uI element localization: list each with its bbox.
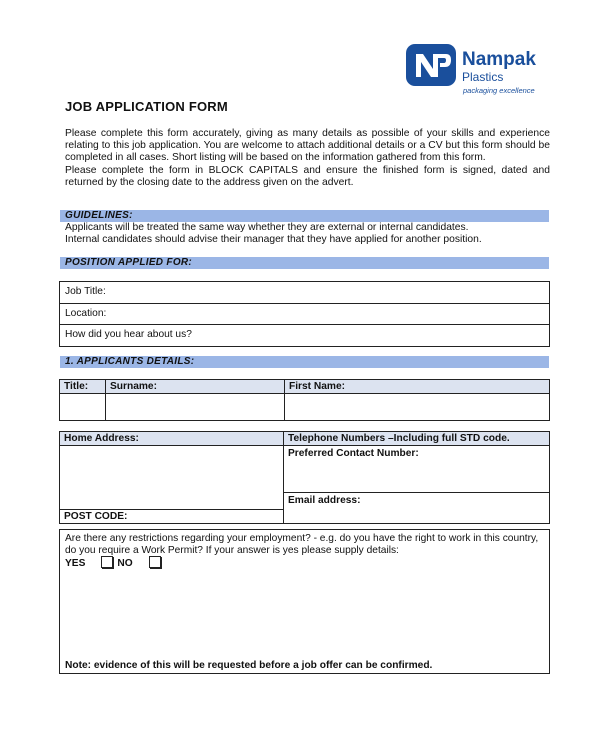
preferred-contact-field[interactable]: Preferred Contact Number: bbox=[284, 446, 550, 493]
surname-label: Surname: bbox=[106, 380, 285, 394]
form-title: JOB APPLICATION FORM bbox=[65, 99, 228, 114]
restrictions-note: Note: evidence of this will be requested before a job offer can be confirmed. bbox=[65, 660, 433, 671]
no-label: NO bbox=[117, 558, 133, 569]
yes-no-options bbox=[65, 556, 165, 569]
guidelines-text bbox=[65, 222, 550, 246]
applicant-details-heading: 1. APPLICANTS DETAILS: bbox=[60, 356, 549, 368]
first-name-label: First Name: bbox=[285, 380, 550, 394]
heard-about-us-field[interactable]: How did you hear about us? bbox=[60, 325, 550, 347]
first-name-field[interactable] bbox=[285, 394, 550, 421]
intro-text bbox=[65, 128, 550, 189]
logo-tagline: packaging excellence bbox=[463, 86, 535, 95]
home-address-field[interactable] bbox=[60, 446, 284, 510]
surname-field[interactable] bbox=[106, 394, 285, 421]
applicant-details-table bbox=[59, 379, 550, 421]
address-table bbox=[59, 431, 550, 524]
guideline-line-1: Applicants will be treated the same way whether they are external or internal candidates. bbox=[65, 222, 469, 233]
restrictions-question: Are there any restrictions regarding your employment? - e.g. do you have the right to work in this country, do you require a Work Permit? If your answer is yes please supply details: bbox=[65, 533, 539, 556]
email-field[interactable]: Email address: bbox=[284, 493, 550, 524]
intro-paragraph-1: Please complete this form accurately, giving as many details as possible of your skills and experience relating to this job application. You are welcome to attach additional details or a CV but this form should be completed in all cases. Short listing will be based on the information gathered from this form. bbox=[65, 128, 550, 164]
position-heading: POSITION APPLIED FOR: bbox=[60, 257, 549, 269]
logo-subname: Plastics bbox=[462, 70, 504, 84]
logo-name: Nampak bbox=[462, 49, 536, 70]
guideline-line-2: Internal candidates should advise their manager that they have applied for another position. bbox=[65, 234, 482, 246]
intro-paragraph-2: Please complete the form in BLOCK CAPITALS and ensure the finished form is signed, dated and returned by the closing date to the address given on the advert. bbox=[65, 164, 550, 188]
location-field[interactable]: Location: bbox=[60, 303, 550, 325]
nampak-logo-icon bbox=[405, 43, 457, 87]
restrictions-box bbox=[59, 529, 550, 674]
position-table bbox=[59, 281, 550, 347]
title-field[interactable] bbox=[60, 394, 106, 421]
yes-label: YES bbox=[65, 558, 86, 569]
home-address-label: Home Address: bbox=[60, 432, 284, 446]
yes-checkbox[interactable] bbox=[101, 556, 113, 568]
job-title-field[interactable]: Job Title: bbox=[60, 282, 550, 304]
post-code-field[interactable]: POST CODE: bbox=[60, 510, 284, 524]
guidelines-heading: GUIDELINES: bbox=[60, 210, 549, 222]
telephone-label: Telephone Numbers –Including full STD code. bbox=[284, 432, 550, 446]
title-label: Title: bbox=[60, 380, 106, 394]
no-checkbox[interactable] bbox=[149, 556, 161, 568]
